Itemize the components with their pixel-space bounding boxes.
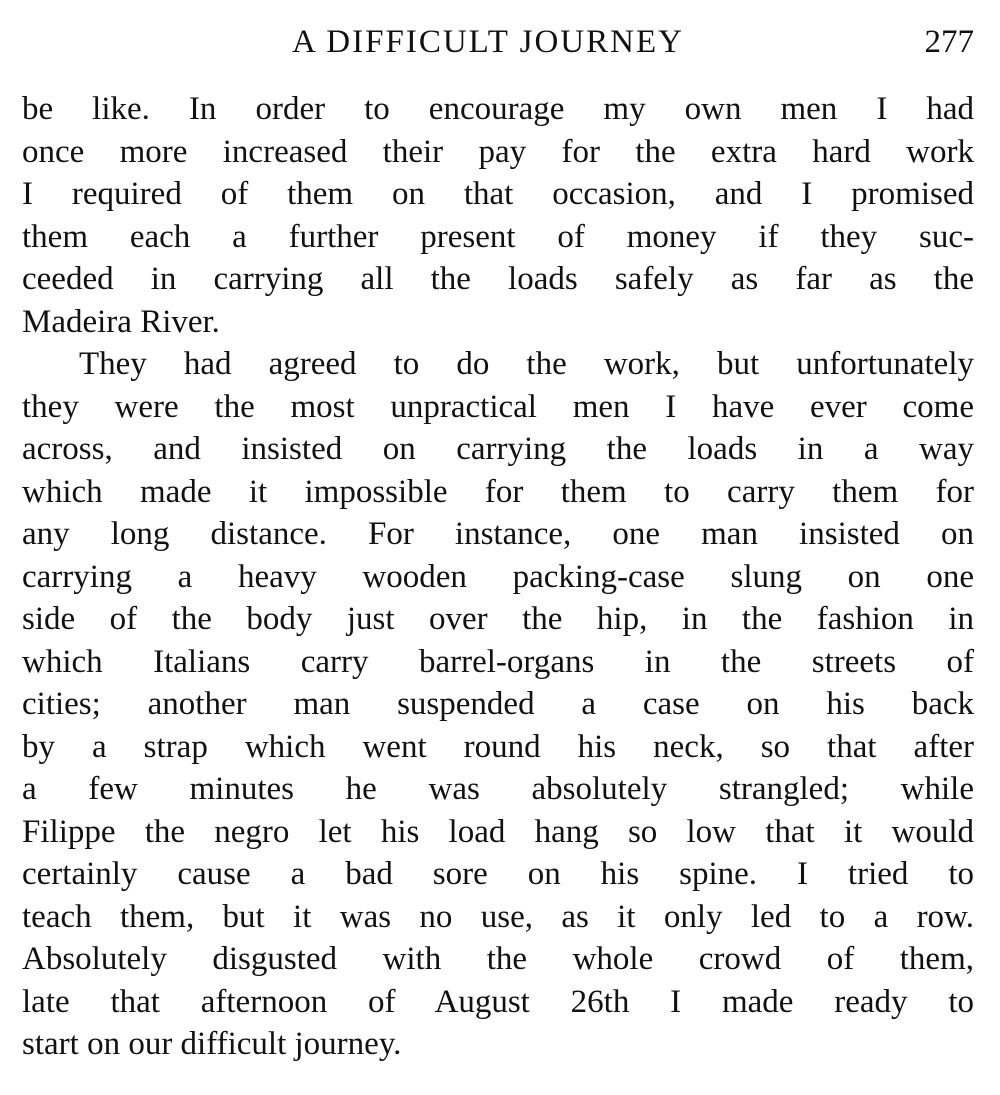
text-line: I required of them on that occasion, and I promised: [22, 176, 974, 212]
paragraph-2: [22, 343, 974, 1066]
text-line: Madeira River.: [22, 303, 220, 340]
text-line: ceeded in carrying all the loads safely as far as the: [22, 261, 974, 297]
text-line: them each a further present of money if they suc-: [22, 218, 974, 255]
text-line: carrying a heavy wooden packing-case slung on one: [22, 558, 974, 595]
text-line: which Italians carry barrel-organs in the streets of: [22, 643, 974, 680]
text-line: which made it impossible for them to carry them for: [22, 473, 974, 510]
text-line: certainly cause a bad sore on his spine. I tried to: [22, 856, 974, 892]
body-text: [22, 88, 974, 1066]
text-line: any long distance. For instance, one man insisted on: [22, 516, 974, 552]
text-line: once more increased their pay for the extra hard work: [22, 133, 974, 170]
text-line: side of the body just over the hip, in the fashion in: [22, 601, 974, 637]
text-line: be like. In order to encourage my own men I had: [22, 91, 974, 127]
text-line: Absolutely disgusted with the whole crowd of them,: [22, 941, 974, 977]
text-line: cities; another man suspended a case on his back: [22, 686, 974, 722]
text-line: across, and insisted on carrying the loads in a way: [22, 431, 974, 467]
text-line: Filippe the negro let his load hang so low that it would: [22, 813, 974, 850]
page-number: 277: [924, 24, 974, 60]
paragraph-1: [22, 88, 974, 343]
text-line: they were the most unpractical men I have ever come: [22, 388, 974, 425]
text-line: teach them, but it was no use, as it only led to a row.: [22, 898, 974, 935]
text-line: They had agreed to do the work, but unfortunately: [79, 346, 974, 382]
book-page: [22, 18, 974, 1066]
text-line: start on our difficult journey.: [22, 1026, 402, 1062]
text-line: by a strap which went round his neck, so that after: [22, 728, 974, 765]
running-title: A DIFFICULT JOURNEY: [292, 24, 684, 60]
text-line: late that afternoon of August 26th I made ready to: [22, 983, 974, 1020]
running-head: [22, 18, 974, 66]
text-line: a few minutes he was absolutely strangled; while: [22, 771, 974, 807]
